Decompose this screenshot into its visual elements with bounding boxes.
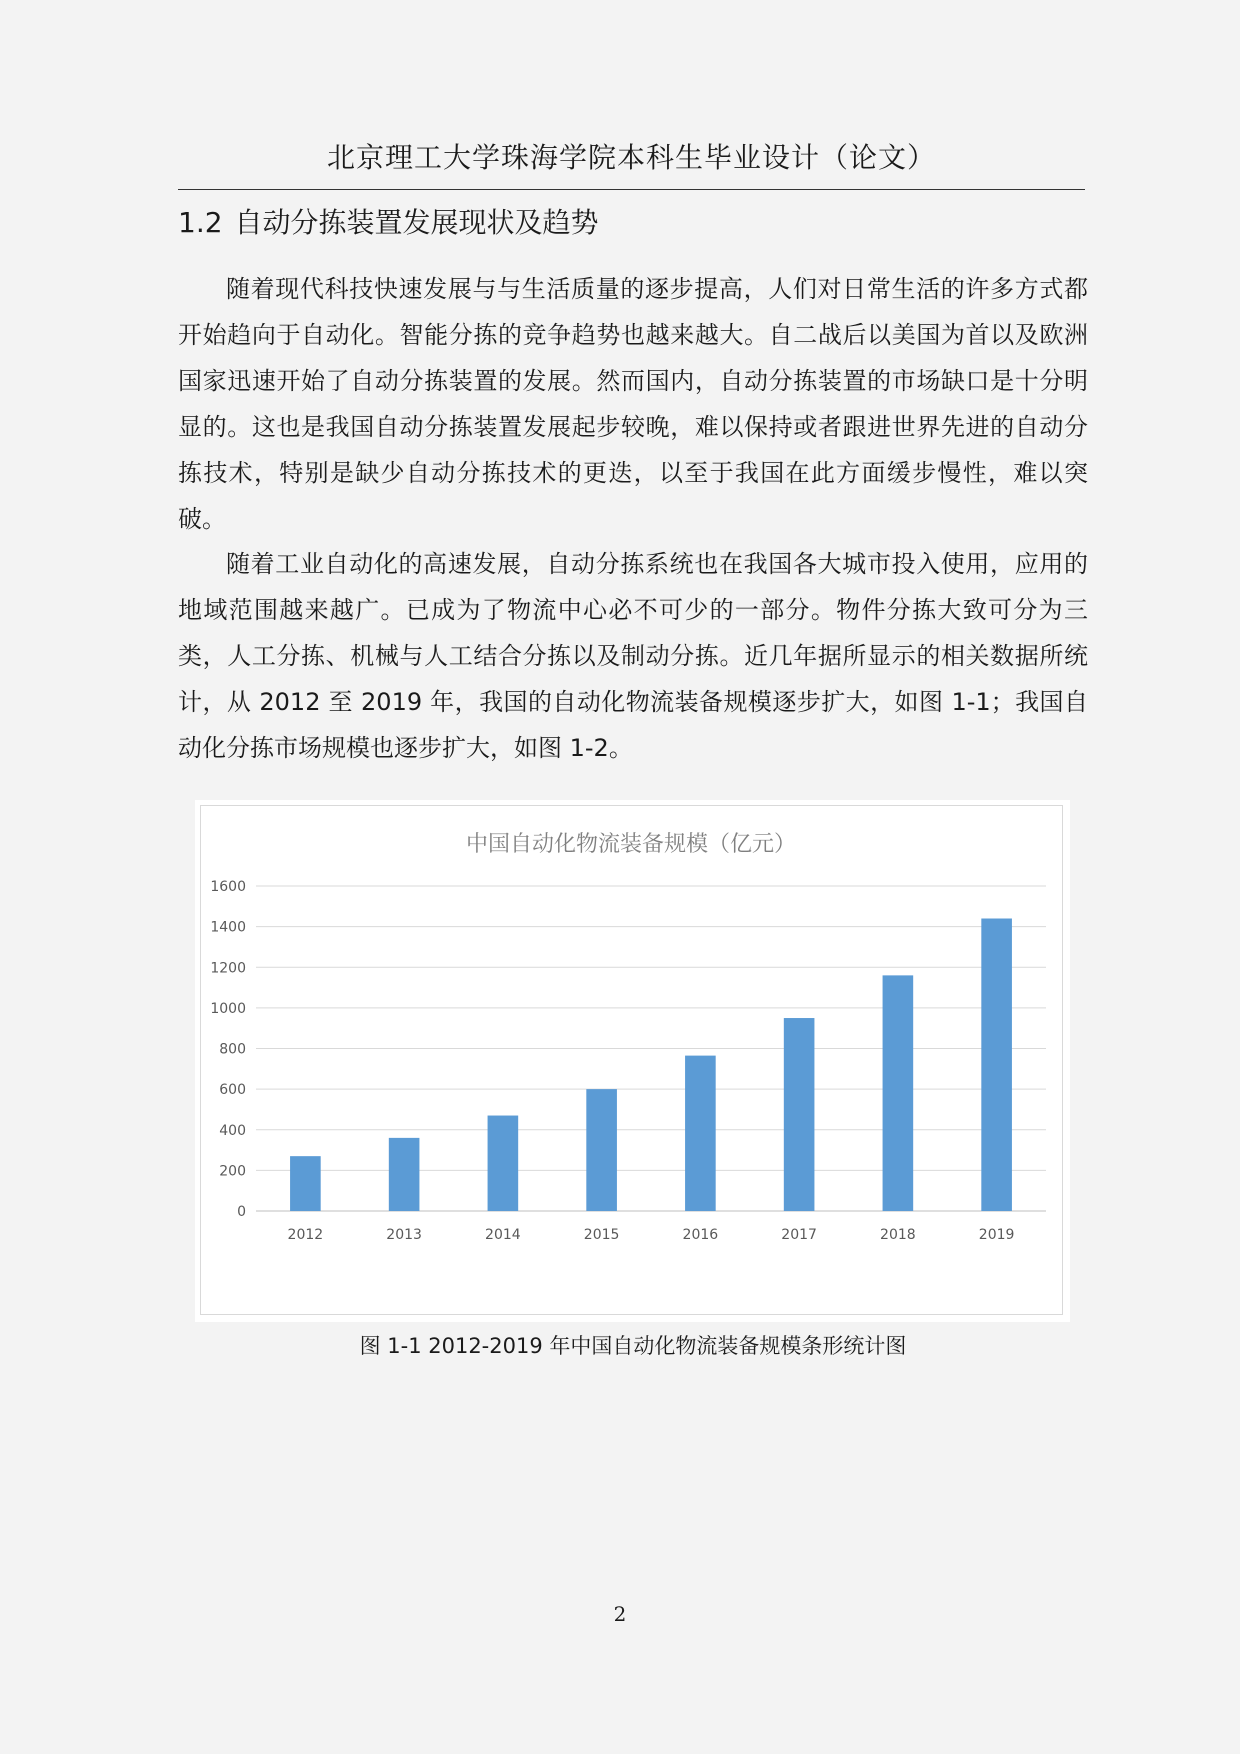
y-tick-label: 200 <box>219 1163 246 1180</box>
bar-chart <box>201 806 1062 1314</box>
bar-2013 <box>389 1138 420 1211</box>
x-tick-label: 2017 <box>781 1227 817 1243</box>
bar-2016 <box>685 1056 716 1211</box>
bar-2019 <box>981 919 1012 1212</box>
bar-2018 <box>883 975 914 1211</box>
chart-gridlines <box>256 886 1046 1211</box>
section-title: 自动分拣装置发展现状及趋势 <box>234 206 599 239</box>
body-paragraph-2: 随着工业自动化的高速发展，自动分拣系统也在我国各大城市投入使用，应用的地域范围越来越广。已成为了物流中心必不可少的一部分。物件分拣大致可分为三类，人工分拣、机械与人工结合分拣以及制动分拣。近几年据所显示的相关数据所统计，从 2012 至 2019 年，我国的自动化物流装备规模逐步扩大，如图 1-1；我国自动化分拣市场规模也逐步扩大，如图 1-2。 <box>178 550 1088 762</box>
bar-2017 <box>784 1018 815 1211</box>
x-tick-label: 2013 <box>386 1227 422 1243</box>
x-tick-label: 2016 <box>682 1227 719 1243</box>
y-tick-label: 1400 <box>210 919 246 936</box>
y-tick-label: 800 <box>219 1041 246 1058</box>
bar-2015 <box>586 1089 617 1211</box>
y-tick-label: 1000 <box>210 1000 246 1017</box>
figure-caption: 图 1-1 2012-2019 年中国自动化物流装备规模条形统计图 <box>359 1334 907 1358</box>
y-tick-label: 1200 <box>210 960 246 977</box>
x-tick-label: 2019 <box>978 1227 1015 1243</box>
page-number: 2 <box>613 1602 627 1626</box>
section-heading <box>178 203 599 243</box>
header-rule <box>178 189 1085 190</box>
y-tick-label: 600 <box>219 1082 246 1099</box>
figure-1-1 <box>195 800 1070 1322</box>
bar-2012 <box>290 1156 321 1211</box>
bar-2014 <box>488 1116 519 1211</box>
x-tick-label: 2014 <box>485 1227 521 1243</box>
running-header: 北京理工大学珠海学院本科生毕业设计（论文） <box>326 141 936 174</box>
chart-y-ticks <box>210 879 246 1220</box>
y-tick-label: 400 <box>219 1122 246 1139</box>
y-tick-label: 0 <box>237 1204 246 1220</box>
chart-x-ticks <box>288 1227 1015 1243</box>
body-paragraph-1: 随着现代科技快速发展与与生活质量的逐步提高，人们对日常生活的许多方式都开始趋向于自动化。智能分拣的竞争趋势也越来越大。自二战后以美国为首以及欧洲国家迅速开始了自动分拣装置的发展。然而国内，自动分拣装置的市场缺口是十分明显的。这也是我国自动分拣装置发展起步较晚，难以保持或者跟进世界先进的自动分拣技术，特别是缺少自动分拣技术的更迭，以至于我国在此方面缓步慢性，难以突破。 <box>178 275 1088 533</box>
chart-bars <box>290 919 1012 1212</box>
x-tick-label: 2018 <box>880 1227 916 1243</box>
x-tick-label: 2015 <box>583 1227 620 1243</box>
x-tick-label: 2012 <box>287 1227 324 1243</box>
chart-frame <box>200 805 1063 1315</box>
y-tick-label: 1600 <box>210 879 246 895</box>
section-number: 1.2 <box>178 206 223 239</box>
chart-title: 中国自动化物流装备规模（亿元） <box>465 832 797 857</box>
